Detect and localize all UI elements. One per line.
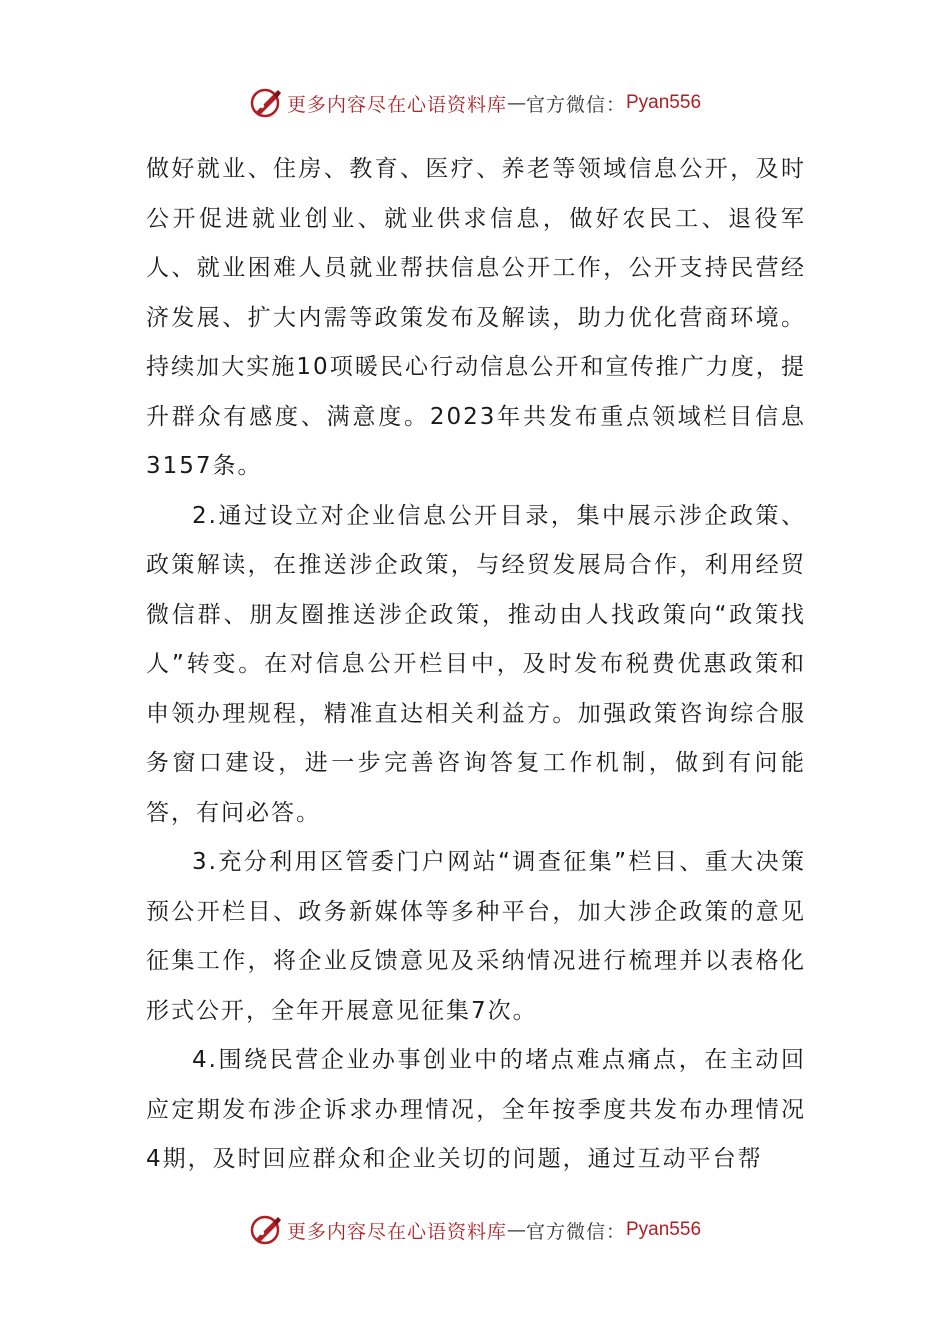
footer-banner [0, 1210, 950, 1250]
pen-logo-icon [249, 1213, 283, 1247]
header-wechat-id: Pyan556 [626, 92, 702, 113]
header-wechat-label: 官方微信： [525, 93, 626, 116]
footer-brand: 更多内容尽在心语资料库 [286, 1220, 507, 1243]
header-banner [0, 83, 950, 123]
paragraph-1: 做好就业、住房、教育、医疗、养老等领域信息公开，及时公开促进就业创业、就业供求信息，做好农民工、退役军人、就业困难人员就业帮扶信息公开工作，公开支持民营经济发展、扩大内需等政策发布及解读，助力优化营商环境。持续加大实施10项暖民心行动信息公开和宣传推广力度，提升群众有感度、满意度。2023年共发布重点领域栏目信息3157条。 [146, 156, 806, 479]
paragraph-4: 4.围绕民营企业办事创业中的堵点难点痛点，在主动回应定期发布涉企诉求办理情况，全年按季度共发布办理情况4期，及时回应群众和企业关切的问题，通过互动平台帮 [146, 1047, 806, 1172]
paragraph-3: 3.充分利用区管委门户网站“调查征集”栏目、重大决策预公开栏目、政务新媒体等多种平台，加大涉企政策的意见征集工作，将企业反馈意见及采纳情况进行梳理并以表格化形式公开，全年开展意见征集7次。 [146, 849, 806, 1024]
footer-separator: — [506, 1219, 526, 1241]
document-body [146, 145, 806, 1185]
pen-logo-icon [249, 86, 283, 120]
footer-wechat-label: 官方微信： [525, 1220, 626, 1243]
header-separator: — [506, 92, 526, 114]
footer-wechat-id: Pyan556 [626, 1219, 702, 1240]
paragraph-2: 2.通过设立对企业信息公开目录，集中展示涉企政策、政策解读，在推送涉企政策，与经贸发展局合作，利用经贸微信群、朋友圈推送涉企政策，推动由人找政策向“政策找人”转变。在对信息公开栏目中，及时发布税费优惠政策和申领办理规程，精准直达相关利益方。加强政策咨询综合服务窗口建设，进一步完善咨询答复工作机制，做到有问能答，有问必答。 [146, 502, 806, 826]
header-brand: 更多内容尽在心语资料库 [286, 93, 507, 116]
